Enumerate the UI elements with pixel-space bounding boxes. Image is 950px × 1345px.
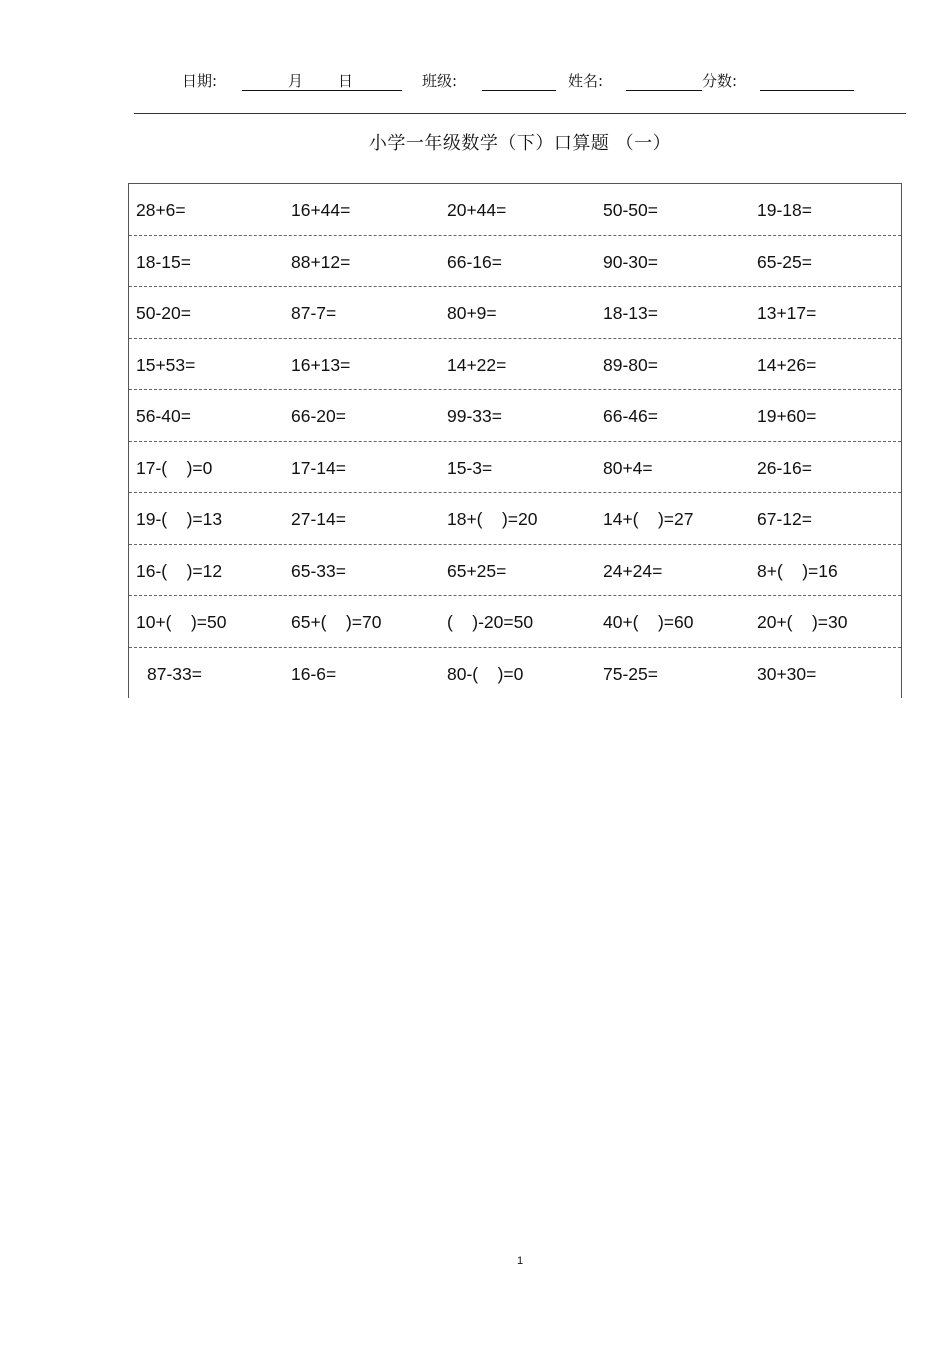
problem-cell: 28+6= (136, 200, 186, 220)
problem-cell: 16-( )=12 (136, 560, 223, 581)
problem-cell: 18+( )=20 (447, 509, 538, 529)
score-label: 分数: (702, 72, 738, 90)
problem-cell: 66-20= (291, 406, 346, 426)
problem-cell: 15-3= (447, 457, 493, 478)
date-label: 日期: (182, 72, 218, 90)
problem-cell: ( )-20=50 (447, 612, 534, 632)
problem-cell: 18-15= (136, 251, 191, 272)
problem-cell: 19-( )=13 (136, 509, 223, 529)
problem-cell: 66-16= (447, 251, 502, 272)
date-blank[interactable] (242, 90, 402, 91)
problem-cell: 65-33= (291, 560, 346, 581)
problem-cell: 16+44= (291, 200, 351, 220)
problem-cell: 20+( )=30 (757, 612, 848, 632)
problem-cell: 15+53= (136, 354, 196, 375)
problem-cell: 50-20= (136, 303, 191, 323)
problem-row (129, 648, 901, 699)
month-label: 月 (288, 72, 304, 90)
problem-cell: 13+17= (757, 303, 817, 323)
problem-row (129, 596, 901, 648)
problem-cell: 80-( )=0 (447, 663, 524, 684)
problem-cell: 80+9= (447, 303, 497, 323)
problem-cell: 10+( )=50 (136, 612, 227, 632)
problem-cell: 19+60= (757, 406, 817, 426)
arithmetic-grid (128, 183, 902, 698)
problem-cell: 87-7= (291, 303, 337, 323)
problem-cell: 14+( )=27 (603, 509, 694, 529)
name-label: 姓名: (568, 72, 604, 90)
day-label: 日 (338, 72, 354, 90)
problem-cell: 17-14= (291, 457, 346, 478)
problem-cell: 90-30= (603, 251, 658, 272)
problem-cell: 50-50= (603, 200, 658, 220)
problem-cell: 30+30= (757, 663, 817, 684)
problem-cell: 99-33= (447, 406, 502, 426)
problem-cell: 27-14= (291, 509, 346, 529)
problem-cell: 40+( )=60 (603, 612, 694, 632)
problem-cell: 17-( )=0 (136, 457, 213, 478)
problem-cell: 67-12= (757, 509, 812, 529)
problem-cell: 66-46= (603, 406, 658, 426)
problem-row (129, 545, 901, 597)
name-blank[interactable] (626, 90, 702, 91)
worksheet-title: 小学一年级数学（下）口算题 （一） (368, 133, 672, 154)
problem-cell: 65+( )=70 (291, 612, 382, 632)
problem-cell: 20+44= (447, 200, 507, 220)
problem-cell: 14+22= (447, 354, 507, 375)
problem-row (129, 493, 901, 545)
problem-row (129, 287, 901, 339)
problem-cell: 56-40= (136, 406, 191, 426)
problem-row (129, 442, 901, 494)
problem-row (129, 184, 901, 236)
problem-cell: 16+13= (291, 354, 351, 375)
header-divider (134, 113, 906, 114)
problem-cell: 26-16= (757, 457, 812, 478)
score-blank[interactable] (760, 90, 854, 91)
problem-cell: 65-25= (757, 251, 812, 272)
problem-cell: 75-25= (603, 663, 658, 684)
class-blank[interactable] (482, 90, 556, 91)
problem-cell: 14+26= (757, 354, 817, 375)
problem-cell: 18-13= (603, 303, 658, 323)
class-label: 班级: (422, 72, 458, 90)
page-number: 1 (516, 1255, 524, 1267)
problem-cell: 8+( )=16 (757, 560, 838, 581)
problem-cell: 24+24= (603, 560, 663, 581)
problem-cell: 87-33= (147, 663, 202, 684)
problem-cell: 19-18= (757, 200, 812, 220)
problem-cell: 89-80= (603, 354, 658, 375)
problem-row (129, 236, 901, 288)
problem-cell: 80+4= (603, 457, 653, 478)
problem-row (129, 339, 901, 391)
problem-cell: 65+25= (447, 560, 507, 581)
problem-cell: 88+12= (291, 251, 351, 272)
problem-cell: 16-6= (291, 663, 337, 684)
problem-row (129, 390, 901, 442)
